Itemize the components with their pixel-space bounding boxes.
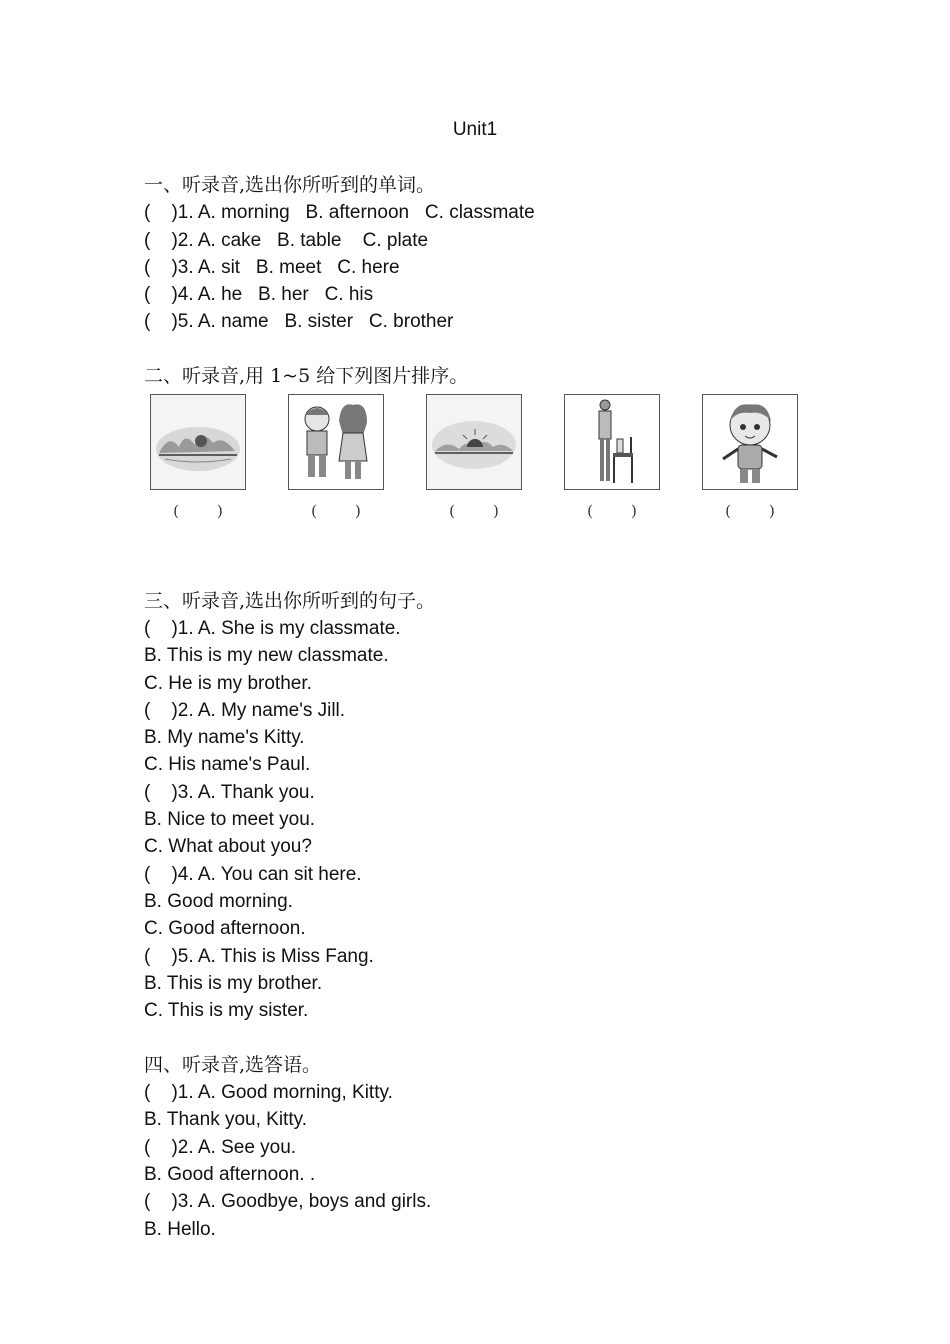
sunset-landscape-icon <box>151 395 245 489</box>
question-line: ( )2. A. cake B. table C. plate <box>144 229 429 251</box>
section-heading: 一、听录音,选出你所听到的单词。 <box>144 174 436 196</box>
sunrise-landscape-icon <box>427 395 521 489</box>
answer-blank[interactable]: ( ) <box>449 502 499 521</box>
option-line: B. Hello. <box>144 1218 216 1240</box>
question-line: ( )2. A. My name's Jill. <box>144 699 346 721</box>
section-2 <box>144 363 844 546</box>
section-heading: 四、听录音,选答语。 <box>144 1053 322 1076</box>
picture-row <box>144 394 844 546</box>
answer-blank[interactable]: ( ) <box>173 502 223 521</box>
question-line: ( )1. A. She is my classmate. <box>144 617 401 639</box>
option-line: C. What about you? <box>144 836 312 858</box>
question-line: ( )3. A. Thank you. <box>144 781 315 803</box>
man-standing-by-chair-icon <box>565 395 659 489</box>
option-line: C. Good afternoon. <box>144 918 306 940</box>
question-line: ( )2. A. See you. <box>144 1136 297 1158</box>
section-heading: 三、听录音,选出你所听到的句子。 <box>144 589 436 612</box>
option-line: C. His name's Paul. <box>144 754 311 776</box>
option-line: B. Thank you, Kitty. <box>144 1109 307 1131</box>
page-title: Unit1 <box>452 119 498 140</box>
section-4 <box>144 1052 844 1243</box>
question-line: ( )5. A. name B. sister C. brother <box>144 311 454 333</box>
option-line: B. Nice to meet you. <box>144 809 316 831</box>
picture-4 <box>564 394 660 490</box>
answer-blank[interactable]: ( ) <box>311 502 361 521</box>
question-line: ( )3. A. sit B. meet C. here <box>144 256 400 278</box>
question-line: ( )4. A. he B. her C. his <box>144 284 374 306</box>
question-line: ( )4. A. You can sit here. <box>144 863 362 885</box>
picture-3 <box>426 394 522 490</box>
picture-1 <box>150 394 246 490</box>
picture-2 <box>288 394 384 490</box>
question-line: ( )5. A. This is Miss Fang. <box>144 945 374 967</box>
section-1 <box>144 172 844 336</box>
question-line: ( )1. A. Good morning, Kitty. <box>144 1082 393 1104</box>
question-line: ( )3. A. Goodbye, boys and girls. <box>144 1191 432 1213</box>
boy-icon <box>703 395 797 489</box>
question-line: ( )1. A. morning B. afternoon C. classmate <box>144 202 535 224</box>
picture-5 <box>702 394 798 490</box>
worksheet-content <box>144 172 844 1243</box>
option-line: C. This is my sister. <box>144 1000 309 1022</box>
answer-blank[interactable]: ( ) <box>725 502 775 521</box>
option-line: B. This is my brother. <box>144 972 323 994</box>
answer-blank[interactable]: ( ) <box>587 502 637 521</box>
boy-and-girl-icon <box>289 395 383 489</box>
option-line: B. My name's Kitty. <box>144 727 305 749</box>
section-3 <box>144 588 844 1025</box>
option-line: B. This is my new classmate. <box>144 645 389 667</box>
option-line: B. Good morning. <box>144 890 293 912</box>
option-line: C. He is my brother. <box>144 672 312 694</box>
section-heading: 二、听录音,用 1~5 给下列图片排序。 <box>144 365 469 388</box>
option-line: B. Good afternoon. . <box>144 1163 316 1185</box>
